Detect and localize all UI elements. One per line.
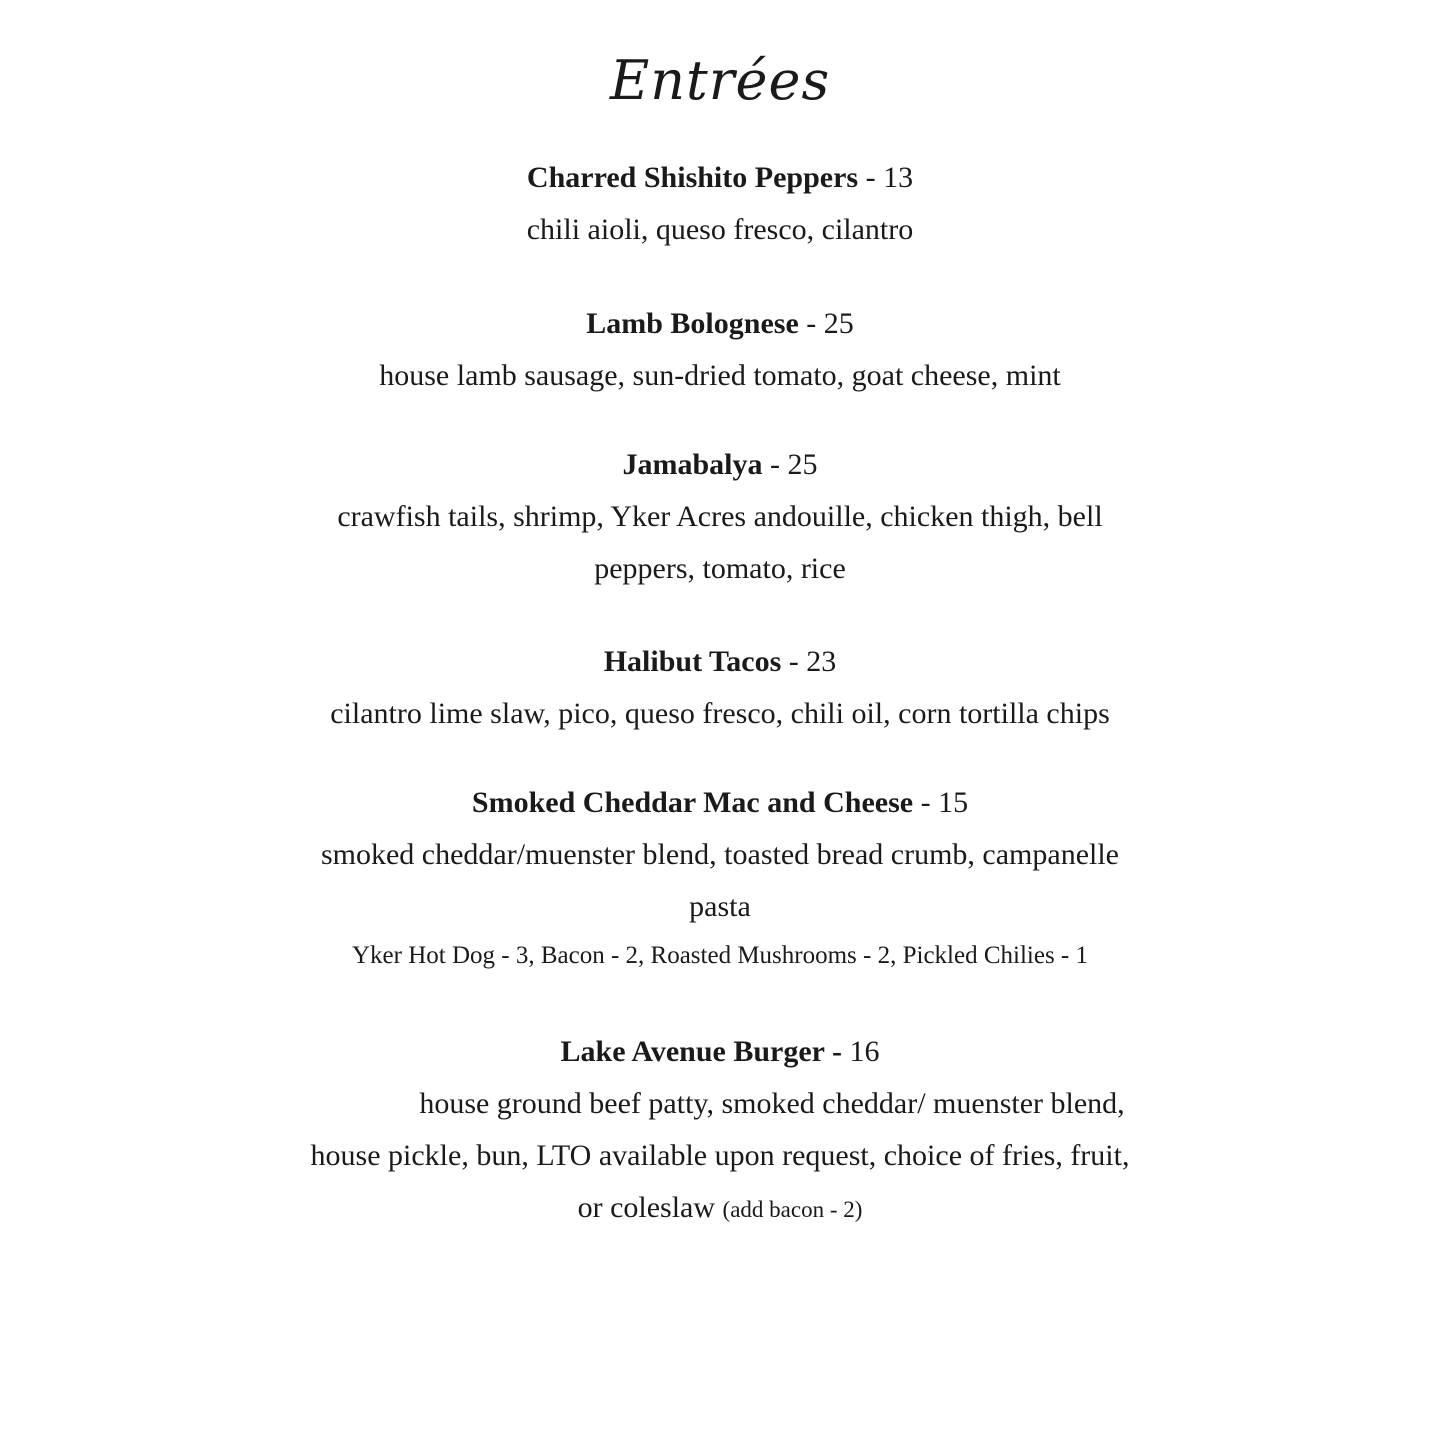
item-description: house lamb sausage, sun-dried tomato, goat cheese, mint (379, 359, 1061, 392)
item-name: Lake Avenue Burger - (560, 1035, 842, 1068)
menu-item-heading (0, 783, 1440, 823)
item-price: 23 (806, 645, 837, 678)
menu-item-heading (0, 642, 1440, 682)
item-price: 16 (849, 1035, 880, 1068)
menu-item-heading (0, 304, 1440, 344)
page-title: Entrées (609, 49, 831, 112)
item-separator: - (798, 307, 824, 340)
item-price: 25 (787, 448, 818, 481)
item-description: smoked cheddar/muenster blend, toasted bread crumb, campanelle (320, 838, 1120, 871)
item-description: house pickle, bun, LTO available upon request, choice of fries, fruit, (310, 1139, 1130, 1172)
item-name: Smoked Cheddar Mac and Cheese (471, 786, 914, 819)
item-description-text: or coleslaw (577, 1191, 716, 1224)
item-description: peppers, tomato, rice (594, 552, 846, 585)
item-note: (add bacon - 2) (722, 1197, 863, 1222)
item-separator: - (913, 786, 939, 819)
item-description-last (0, 1188, 1440, 1230)
item-addons: Yker Hot Dog - 3, Bacon - 2, Roasted Mushrooms - 2, Pickled Chilies - 1 (351, 942, 1089, 969)
item-separator: - (858, 161, 884, 194)
menu-item-heading (0, 1032, 1440, 1072)
menu-item-heading (0, 445, 1440, 485)
item-name: Jamabalya (622, 448, 763, 481)
item-description: house ground beef patty, smoked cheddar/ muenster blend, (419, 1087, 1125, 1120)
item-description: crawfish tails, shrimp, Yker Acres andouille, chicken thigh, bell (337, 500, 1103, 533)
item-name: Charred Shishito Peppers (526, 161, 859, 194)
item-separator: - (781, 645, 807, 678)
item-description: pasta (689, 890, 751, 923)
item-description: chili aioli, queso fresco, cilantro (526, 213, 914, 246)
item-price: 25 (823, 307, 854, 340)
item-name: Halibut Tacos (603, 645, 782, 678)
item-price: 13 (883, 161, 914, 194)
item-separator: - (762, 448, 788, 481)
item-price: 15 (938, 786, 969, 819)
menu-item-heading (0, 158, 1440, 198)
item-description: cilantro lime slaw, pico, queso fresco, chili oil, corn tortilla chips (330, 697, 1110, 730)
item-name: Lamb Bolognese (586, 307, 799, 340)
